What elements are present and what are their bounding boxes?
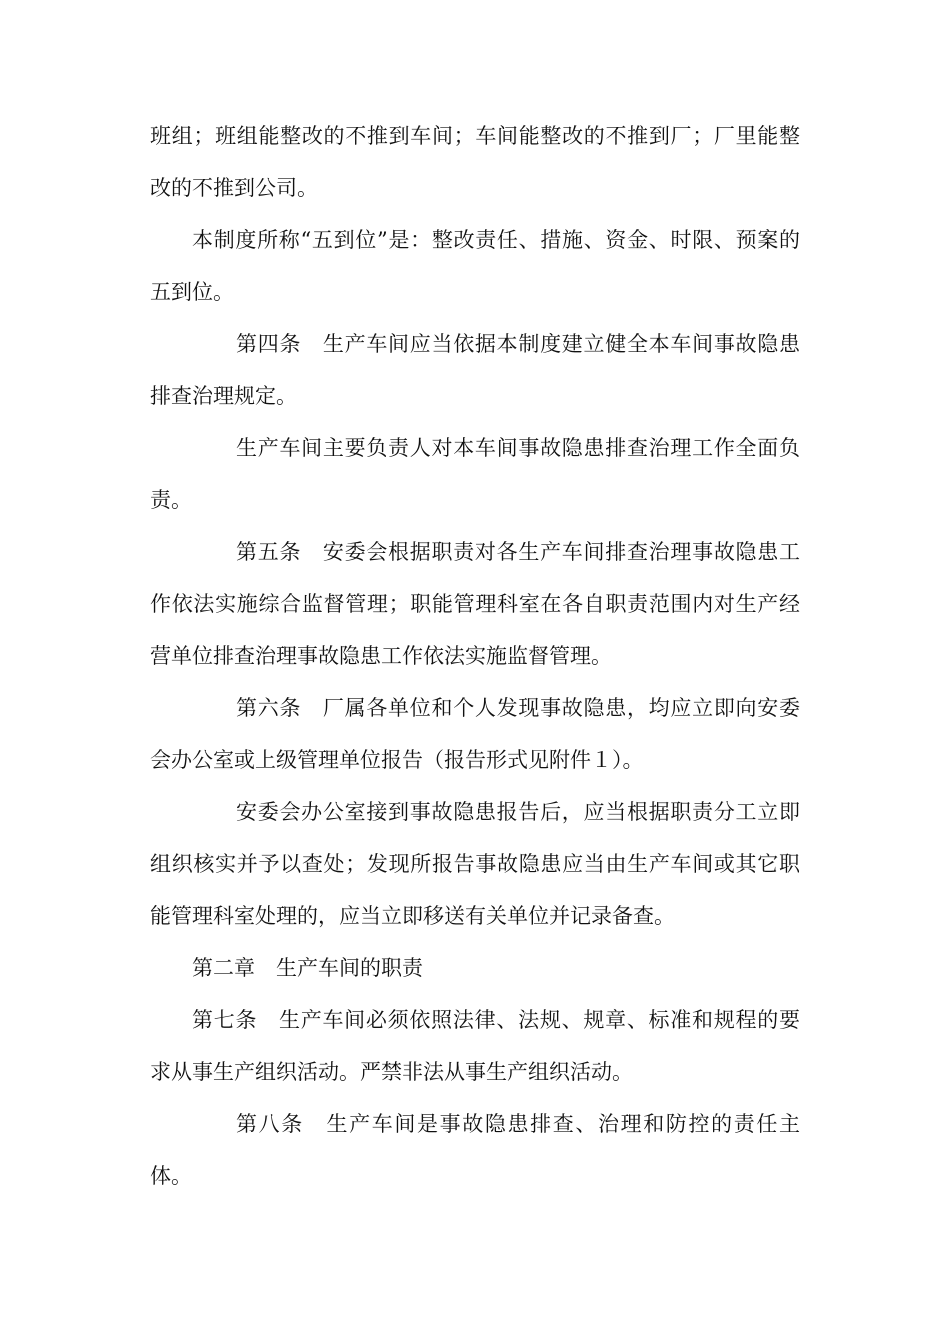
article-4-responsibility: 生产车间主要负责人对本车间事故隐患排查治理工作全面负责。 [150, 436, 800, 512]
document-body [150, 110, 800, 1202]
article-8: 第八条 生产车间是事故隐患排查、治理和防控的责任主体。 [150, 1112, 800, 1188]
article-5: 第五条 安委会根据职责对各生产车间排查治理事故隐患工作依法实施综合监督管理；职能管理科室在各自职责范围内对生产经营单位排查治理事故隐患工作依法实施监督管理。 [150, 540, 800, 668]
article-6-office-handling: 安委会办公室接到事故隐患报告后，应当根据职责分工立即组织核实并予以查处；发现所报告事故隐患应当由生产车间或其它职能管理科室处理的，应当立即移送有关单位并记录备查。 [150, 800, 800, 928]
paragraph-continuation: 班组；班组能整改的不推到车间；车间能整改的不推到厂；厂里能整改的不推到公司。 [150, 124, 800, 200]
chapter-2-heading: 第二章 生产车间的职责 [192, 956, 423, 980]
article-4: 第四条 生产车间应当依据本制度建立健全本车间事故隐患排查治理规定。 [150, 332, 800, 408]
paragraph-five-in-place: 本制度所称“五到位”是：整改责任、措施、资金、时限、预案的五到位。 [150, 228, 800, 304]
article-6: 第六条 厂属各单位和个人发现事故隐患，均应立即向安委会办公室或上级管理单位报告（报告形式见附件１）。 [150, 696, 800, 772]
article-7: 第七条 生产车间必须依照法律、法规、规章、标准和规程的要求从事生产组织活动。严禁非法从事生产组织活动。 [150, 1008, 800, 1084]
